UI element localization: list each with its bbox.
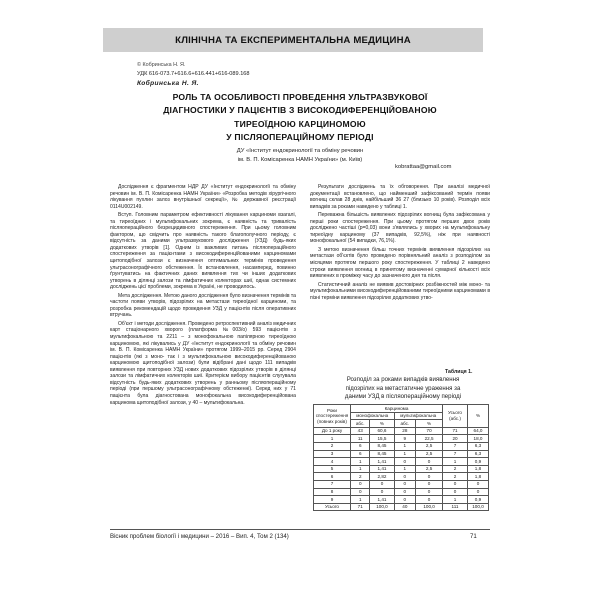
header-pct: %	[416, 420, 443, 428]
table-cell: 1	[394, 450, 416, 458]
footer-journal: Вісник проблем біології і медицини – 2016 – Вип. 4, Том 2 (134)	[110, 533, 289, 540]
table-cell: 9	[394, 435, 416, 443]
header-abs: абс.	[394, 420, 416, 428]
row-year-cell: До 1 року	[314, 427, 351, 435]
caption-line: Розподіл за роками випадків виявлення	[346, 376, 460, 383]
table-cell: 111	[443, 503, 468, 511]
paragraph: Дослідження є фрагментом НДР ДУ «Інститут ендокринології та обміну речовин ім. В. П. Комісаренка НАМН України» «Розробка методів хірургічного лікування пухлин залоз внутрішньої секреції», № державної реєстрації 0114U002149.	[110, 184, 296, 210]
paragraph: Результати досліджень та їх обговорення. При аналізі медичної документації встановлено, що найменший зафіксований термін появи вогнищ склав 28 днів, найбільший 36 27 (близько 10 років). Розподіл всіх випадків за роками наведено у таблиці 1.	[310, 184, 490, 210]
table-cell: 1	[351, 458, 370, 466]
author-email: kobrattaa@gmail.com	[395, 164, 452, 170]
table-cell: 7	[443, 450, 468, 458]
table-cell: 64,0	[468, 427, 489, 435]
row-year-cell: 2	[314, 442, 351, 450]
table-cell: 1,41	[370, 458, 394, 466]
section-header-band	[103, 28, 483, 52]
table-header-row	[314, 405, 489, 413]
header-total: Усього (абс.)	[443, 405, 468, 428]
table-row	[314, 427, 489, 435]
table-cell: 20	[443, 435, 468, 443]
table-cell: 15,5	[370, 435, 394, 443]
row-year-cell: 7	[314, 480, 351, 488]
table-cell: 8,45	[370, 450, 394, 458]
table-cell: 0	[351, 488, 370, 496]
table-cell: 6	[351, 442, 370, 450]
distribution-table	[313, 404, 489, 511]
table-body	[314, 427, 489, 511]
table-label: Таблиця 1.	[445, 369, 473, 375]
table-row	[314, 435, 489, 443]
row-year-cell: 4	[314, 458, 351, 466]
table-cell: 2	[443, 473, 468, 481]
author-name: Кобринська Н. Я.	[137, 80, 199, 87]
header-years: Роки спостереження (повних років)	[314, 405, 351, 428]
institution-line: ім. В. П. Комісаренка НАМН України» (м. Київ)	[237, 156, 363, 163]
table-cell: 2	[443, 465, 468, 473]
table-cell: 18,0	[468, 435, 489, 443]
row-year-cell: Усього	[314, 503, 351, 511]
table-cell: 2,5	[416, 450, 443, 458]
header-abs: абс.	[351, 420, 370, 428]
header-mono: монофокальна	[351, 412, 395, 420]
table-cell: 0,9	[468, 458, 489, 466]
paragraph: Переважна більшість виявлених підозрілих вогнищ була зафіксована у перші роки спостереження. При цьому протягом перших двох років досліджено частішi (p=0,03) вони з'являлись у хворих на мультифокальну тиреоїдну карциному (37 випадків, 92,5%), ніж при наявності монофокальної (54 випадки, 76,1%).	[310, 212, 490, 245]
title-line: ТИРЕОЇДНОЮ КАРЦИНОМОЮ	[234, 118, 366, 129]
title-line: РОЛЬ ТА ОСОБЛИВОСТІ ПРОВЕДЕННЯ УЛЬТРАЗВУКОВОЇ	[172, 92, 428, 102]
table-cell: 1,41	[370, 496, 394, 504]
table-cell: 6,3	[468, 442, 489, 450]
table-cell: 70	[416, 427, 443, 435]
table-cell: 1	[394, 465, 416, 473]
header-carcinoma: Карцинома	[351, 405, 443, 413]
table-cell: 7	[443, 442, 468, 450]
table-cell: 22,5	[416, 435, 443, 443]
row-year-cell: 9	[314, 496, 351, 504]
table-cell: 1	[351, 496, 370, 504]
table-cell: 0	[370, 488, 394, 496]
table-cell: 1,41	[370, 465, 394, 473]
title-line: У ПІСЛЯОПЕРАЦІЙНОМУ ПЕРІОДІ	[226, 132, 374, 143]
table-row	[314, 450, 489, 458]
header-percent: %	[468, 405, 489, 428]
table-cell: 1	[351, 465, 370, 473]
table-cell: 1,8	[468, 473, 489, 481]
table-cell: 0	[394, 496, 416, 504]
table-cell: 0	[468, 488, 489, 496]
row-year-cell: 6	[314, 473, 351, 481]
row-year-cell: 3	[314, 450, 351, 458]
table-cell: 1	[394, 442, 416, 450]
table-cell: 40	[394, 503, 416, 511]
row-year-cell: 5	[314, 465, 351, 473]
header-pct: %	[370, 420, 394, 428]
page-number: 71	[470, 533, 477, 540]
table-cell: 1	[443, 458, 468, 466]
table-cell: 0	[394, 480, 416, 488]
table-cell: 0	[394, 458, 416, 466]
article-title	[110, 91, 490, 145]
table-cell: 100,0	[370, 503, 394, 511]
paragraph: Об'єкт і методи дослідження. Проведено ретроспективний аналіз медичних карт стаціонарного хворого (платформа №003/о) 593 пацієнтів з мультифокальною та 2211 – з монофокальною папілярною тиреоїдною карциномою, які лікувались у ДУ «Інститут ендокринології та обміну речовин ім. В. П. Комісаренка НАМН України» протягом 1999–2015 рр. Серед 2904 пацієнтів (які з моно- так і з мультифокальною високодиференційованою карциномою щитоподібної залози) були відібрані дані щодо 111 випадків виявлення при повторних УЗД нових додаткових підозрілих утворів в ділянці залози та лімфатичних колекторів шиї. Критерієм вибору пацієнтів слугувала відсутність будь-яких додаткових утворень у ранньому післяопераційному періоді (при першому ультрасонографічному обстеженні). Серед них у 71 пацієнта була діагностована монофокальна високодиференційована карцинома щитоподібної залози, у 40 – мультифокальна.	[110, 320, 296, 406]
copyright-line: © Кобринська Н. Я.	[137, 62, 186, 68]
table-caption	[318, 376, 488, 402]
footer-divider	[110, 529, 490, 530]
table-cell: 0	[443, 488, 468, 496]
table-cell: 0	[394, 473, 416, 481]
table-cell: 0	[416, 480, 443, 488]
caption-line: підозрілих на метастатичне ураження за	[345, 384, 461, 392]
paragraph: З метою визначення більш точних термінів виявлення підозрілих на метастази об'єктів було проведено порівняльний аналіз з розподілом за місяцями протягом першого року спостереження. У таблиці 2 наведено строки виявлення вогнищ в принятому визначенні сумарної кількості всіх виявлених в проміжку часу до зазначеного дня та після.	[310, 246, 490, 280]
table-cell: 6	[351, 450, 370, 458]
table-cell: 100,0	[416, 503, 443, 511]
title-line: ДІАГНОСТИКИ У ПАЦІЄНТІВ З ВИСОКОДИФЕРЕНЦІЙОВАНОЮ	[163, 105, 437, 116]
table-row	[314, 480, 489, 488]
table-cell: 71	[443, 427, 468, 435]
table-cell: 100,0	[468, 503, 489, 511]
paragraph: Мета дослідження. Метою даного дослідження було визначення термінів та частоти появи утворів, підозрілих на метастази тиреоїдної карциноми, та розробка рекомендацій щодо проведення УЗД у пацієнтів після оперативних втручань.	[110, 292, 296, 319]
table-cell: 60,6	[370, 427, 394, 435]
table-cell: 0	[416, 496, 443, 504]
table-total-row	[314, 503, 489, 511]
udk-code: УДК 616-073.7+616.6+616.441+616-089.168	[137, 71, 250, 77]
table-cell: 0	[351, 480, 370, 488]
table-cell: 71	[351, 503, 370, 511]
table-row	[314, 473, 489, 481]
table-row	[314, 458, 489, 466]
table-cell: 0	[443, 480, 468, 488]
institution-line: ДУ «Інститут ендокринології та обміну речовин	[236, 148, 364, 154]
table-cell: 28	[394, 427, 416, 435]
row-year-cell: 1	[314, 435, 351, 443]
table-cell: 2,5	[416, 465, 443, 473]
section-title: КЛІНІЧНА ТА ЕКСПЕРИМЕНТАЛЬНА МЕДИЦИНА	[175, 34, 411, 46]
row-year-cell: 8	[314, 488, 351, 496]
table-cell: 6,3	[468, 450, 489, 458]
left-text-column	[110, 184, 296, 408]
header-multi: мультифокальна	[394, 412, 442, 420]
paragraph: Статистичний аналіз не виявив достовірних розбіжностей між моно- та мультифокальними високодиференційованими тиреоїдними карциномами в пізні терміни виявлення підозрілих додаткових утво-	[310, 281, 490, 301]
table-cell: 0	[370, 480, 394, 488]
table-cell: 2,82	[370, 473, 394, 481]
table-row	[314, 496, 489, 504]
table-cell: 2	[351, 473, 370, 481]
table-cell: 11	[351, 435, 370, 443]
table-row	[314, 488, 489, 496]
table-cell: 0	[416, 488, 443, 496]
table-cell: 43	[351, 427, 370, 435]
table-cell: 0,9	[468, 496, 489, 504]
table-cell: 8,45	[370, 442, 394, 450]
right-text-column	[310, 184, 490, 303]
table-cell: 2,5	[416, 442, 443, 450]
table-cell: 1,8	[468, 465, 489, 473]
table-row	[314, 465, 489, 473]
table-cell: 0	[468, 480, 489, 488]
table-cell: 0	[416, 458, 443, 466]
paragraph: Вступ. Головним параметром ефективності лікування карциноми взагалі, та тиреоїдних і мультифокальних зокрема, є наявність та тривалість післяопераційного безрецидивного спостереження. При цьому головним фактором, що свідчить про наявність такого благополучного періоду, є відсутність за даними ультразвукового дослідження (УЗД) будь-яких додаткових утворів [1]. Одним із важливих питань післяопераційного спостереження за пацієнтами з високодиференційованими карциномами щитоподібної залози є визначення оптимальних термінів проведення ультрасонографічного обстеження. Їх встановлення, насамперед, повинно ґрунтуватись на фактичних даних виявлення тих чи інших додаткових утворень в ділянці залози та лімфатичних колекторах шиї, однак системних досліджень цієї проблеми, зокрема в Україні, не проводилось.	[110, 212, 296, 291]
table-cell: 1	[443, 496, 468, 504]
table-cell: 0	[416, 473, 443, 481]
institution-affiliation	[110, 147, 490, 164]
caption-line: даними УЗД в післяопераційному періоді	[344, 393, 462, 400]
table-row	[314, 442, 489, 450]
table-cell: 0	[394, 488, 416, 496]
